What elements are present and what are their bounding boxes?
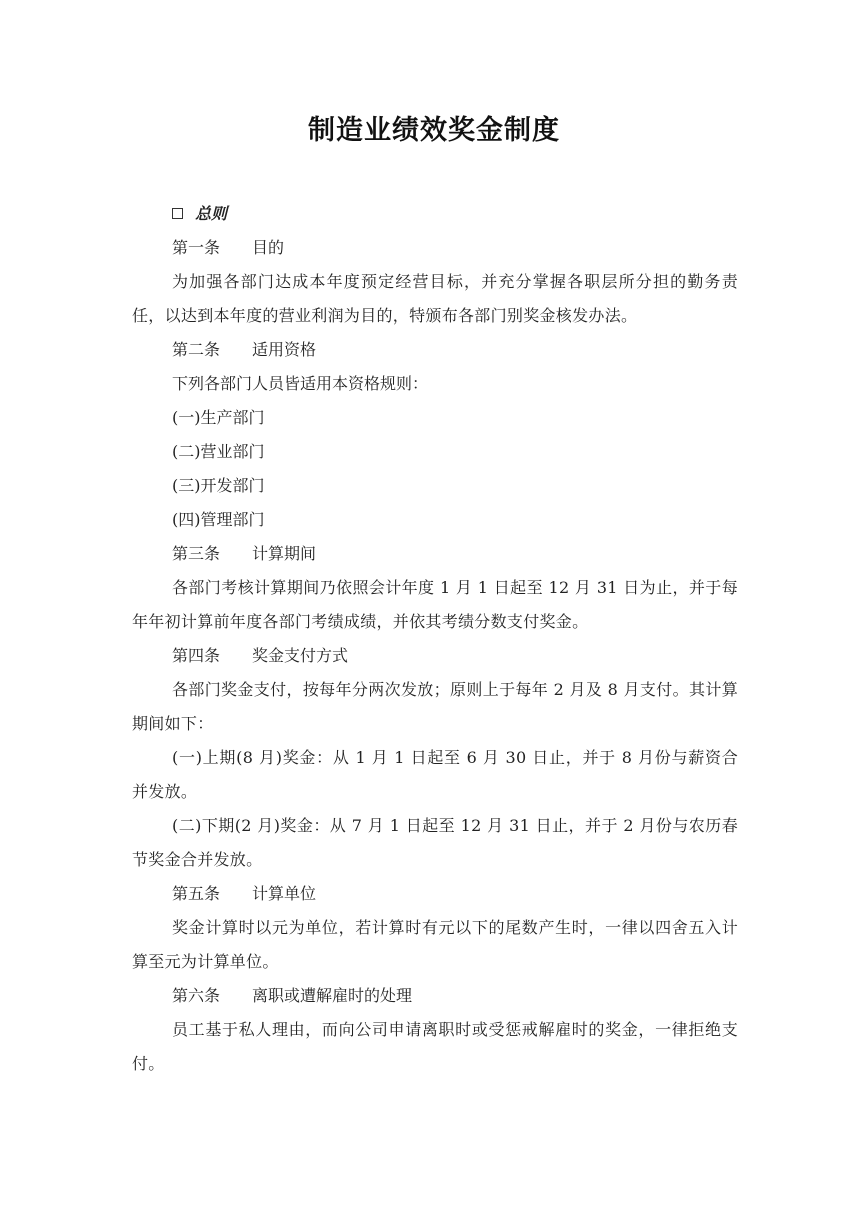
article-heading xyxy=(132,639,738,673)
article-name: 适用资格 xyxy=(252,340,317,359)
article-number: 第四条 xyxy=(172,646,221,665)
article-paragraph: 员工基于私人理由，而向公司申请离职时或受惩戒解雇时的奖金，一律拒绝支付。 xyxy=(132,1020,738,1073)
article-paragraph: 奖金计算时以元为单位，若计算时有元以下的尾数产生时，一律以四舍五入计算至元为计算单位。 xyxy=(132,918,738,971)
article-name: 离职或遭解雇时的处理 xyxy=(252,986,413,1005)
article-name: 目的 xyxy=(252,238,285,257)
article-number: 第二条 xyxy=(172,340,221,359)
article-number: 第六条 xyxy=(172,986,221,1005)
section-title: 总则 xyxy=(195,204,228,223)
article-name: 计算单位 xyxy=(252,884,317,903)
article-paragraph: 各部门考核计算期间乃依照会计年度 1 月 1 日起至 12 月 31 日为止，并于每年年初计算前年度各部门考绩成绩，并依其考绩分数支付奖金。 xyxy=(132,578,738,631)
article-number: 第三条 xyxy=(172,544,221,563)
article-heading xyxy=(132,979,738,1013)
article-heading xyxy=(132,877,738,911)
list-item: (四)管理部门 xyxy=(172,510,265,529)
article-paragraph: (二)下期(2 月)奖金：从 7 月 1 日起至 12 月 31 日止，并于 2 月份与农历春节奖金合并发放。 xyxy=(132,816,738,869)
document-body xyxy=(132,197,738,1081)
article-intro: 下列各部门人员皆适用本资格规则： xyxy=(172,374,429,393)
article-paragraph: (一)上期(8 月)奖金：从 1 月 1 日起至 6 月 30 日止，并于 8 月份与薪资合并发放。 xyxy=(132,748,738,801)
article-heading xyxy=(132,231,738,265)
article-name: 奖金支付方式 xyxy=(252,646,349,665)
article-number: 第一条 xyxy=(172,238,221,257)
section-heading xyxy=(132,197,738,231)
article-number: 第五条 xyxy=(172,884,221,903)
list-item: (三)开发部门 xyxy=(172,476,265,495)
list-item: (一)生产部门 xyxy=(172,408,265,427)
checkbox-icon xyxy=(172,208,183,219)
article-name: 计算期间 xyxy=(252,544,317,563)
article-heading xyxy=(132,537,738,571)
article-paragraph: 为加强各部门达成本年度预定经营目标，并充分掌握各职层所分担的勤务责任，以达到本年度的营业利润为目的，特颁布各部门别奖金核发办法。 xyxy=(132,272,738,325)
article-paragraph: 各部门奖金支付，按每年分两次发放；原则上于每年 2 月及 8 月支付。其计算期间如下： xyxy=(132,680,738,733)
article-heading xyxy=(132,333,738,367)
document-title: 制造业绩效奖金制度 xyxy=(308,115,560,146)
list-item: (二)营业部门 xyxy=(172,442,265,461)
